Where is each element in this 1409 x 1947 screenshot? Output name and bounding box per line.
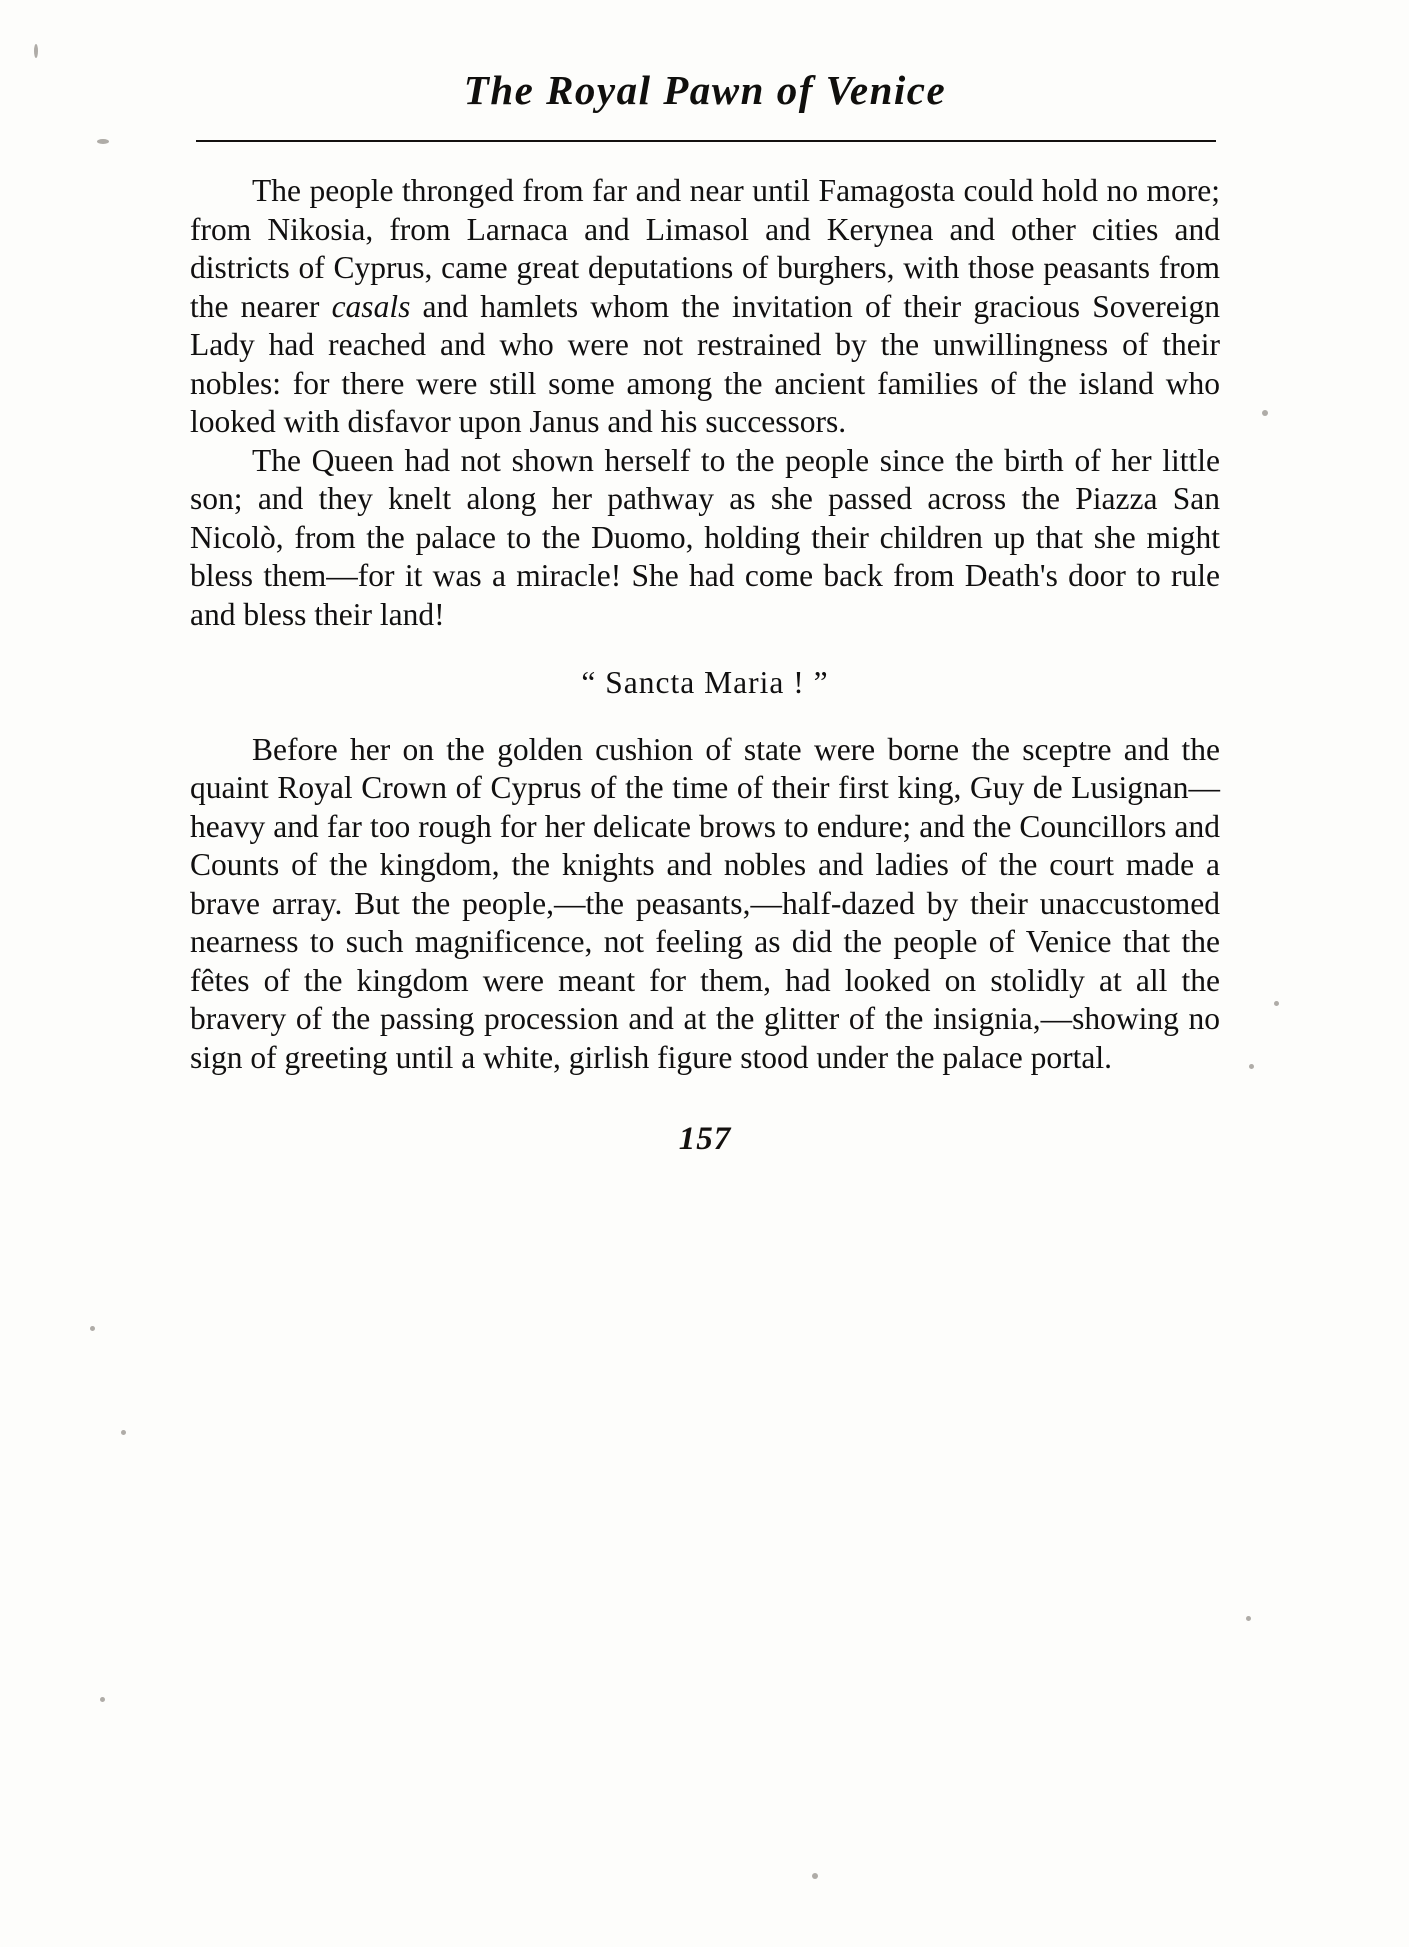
scan-speck [34,44,38,58]
paragraph-1-part-b: and hamlets whom the invitation of their gracious Sovereign Lady had reached and who were not restrained by the unwillingness of their nobles: for there were still some among the ancient families of the island who looked with disfavor upon Janus and his successors. [190,288,1220,439]
scan-speck [90,1326,95,1331]
paragraph-3: Before her on the golden cushion of state were borne the sceptre and the quaint Royal Crown of Cyprus of the time of their first king, Guy de Lusignan—heavy and far too rough for her delicate brows to endure; and the Councillors and Counts of the kingdom, the knights and nobles and ladies of the court made a brave array. But the people,—the peasants,—half-dazed by their unaccustomed nearness to such magnificence, not feeling as did the people of Venice that the fêtes of the kingdom were meant for them, had looked on stolidly at all the bravery of the passing procession and at the glitter of the insignia,—showing no sign of greeting until a white, girlish figure stood under the palace portal. [190,731,1220,1075]
page-title: The Royal Pawn of Venice [463,67,947,113]
scan-speck [1262,410,1268,416]
scan-speck [97,139,109,144]
page-number: 157 [678,1121,732,1157]
scan-speck [1246,1616,1251,1621]
body-text [190,172,1220,634]
scan-speck [1274,1001,1279,1006]
quotation-line: “ Sancta Maria ! ” [581,665,829,700]
paragraph-1-part-a: The people thronged from far and near until Famagosta could hold no more; from Nikosia, from Larnaca and Limasol and Kerynea and other cities and districts of Cyprus, came great deputations of burghers, with those peasants from the nearer [190,173,1220,324]
paragraph-1 [190,172,1220,442]
scan-speck [121,1430,126,1435]
header-divider [196,140,1216,142]
paragraph-2: The Queen had not shown herself to the people since the birth of her little son; and they knelt along her pathway as she passed across the Piazza San Nicolò, from the palace to the Duomo, holding their children up that she might bless them—for it was a miracle! She had come back from Death's door to rule and bless their land! [190,442,1220,632]
scan-speck [100,1697,105,1702]
body-text-continued [190,731,1220,1078]
scan-speck [1249,1064,1254,1069]
italic-term-casals: casals [331,288,411,324]
